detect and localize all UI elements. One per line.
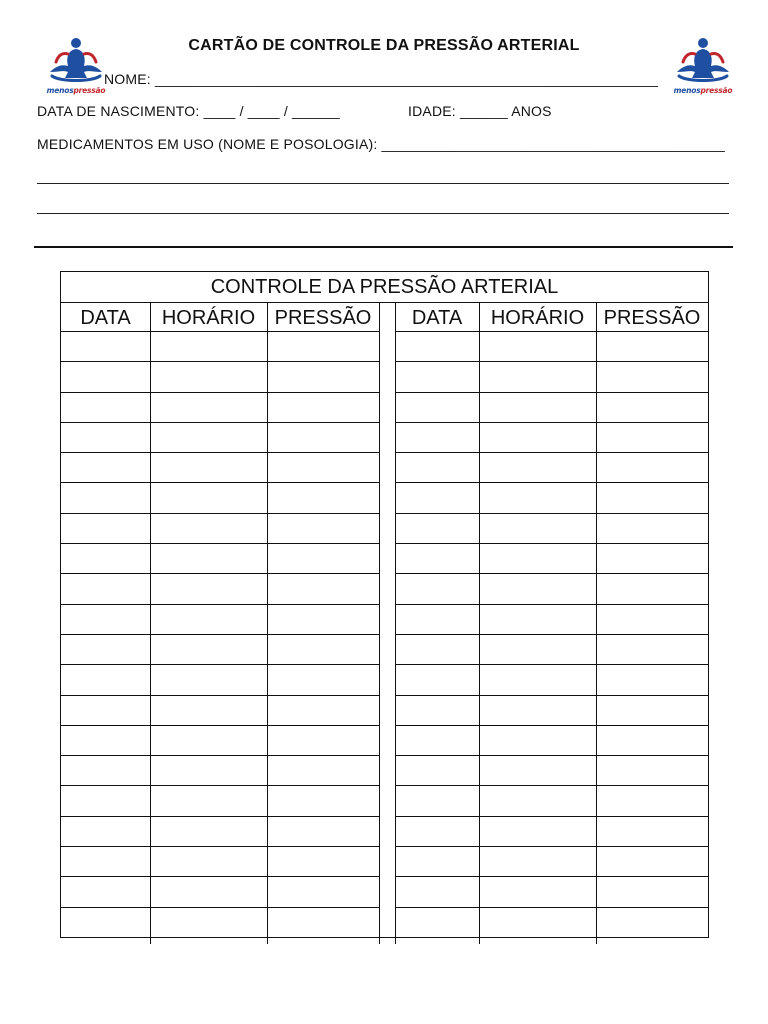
table-cell-right-date[interactable] [395,574,479,604]
table-cell-left-date[interactable] [61,847,150,877]
table-cell-right-pressure[interactable] [596,393,708,423]
table-cell-left-date[interactable] [61,756,150,786]
table-cell-right-pressure[interactable] [596,544,708,574]
table-cell-left-pressure[interactable] [267,484,379,514]
table-cell-right-date[interactable] [395,908,479,938]
table-cell-left-pressure[interactable] [267,362,379,392]
table-cell-left-time[interactable] [150,362,267,392]
table-cell-left-pressure[interactable] [267,453,379,483]
table-cell-right-date[interactable] [395,453,479,483]
table-cell-left-date[interactable] [61,574,150,604]
table-cell-right-time[interactable] [479,908,596,938]
table-cell-right-time[interactable] [479,453,596,483]
table-cell-right-date[interactable] [395,696,479,726]
table-cell-left-pressure[interactable] [267,393,379,423]
table-cell-right-pressure[interactable] [596,817,708,847]
table-cell-left-pressure[interactable] [267,332,379,362]
table-cell-left-time[interactable] [150,393,267,423]
column-header-time-left: HORÁRIO [161,307,256,329]
table-cell-left-time[interactable] [150,544,267,574]
table-cell-right-time[interactable] [479,332,596,362]
table-cell-left-pressure[interactable] [267,544,379,574]
logo-wordmark: menospressão [46,86,106,95]
table-cell-right-pressure[interactable] [596,574,708,604]
table-cell-left-date[interactable] [61,332,150,362]
table-cell-right-time[interactable] [479,817,596,847]
table-cell-right-time[interactable] [479,877,596,907]
table-cell-right-pressure[interactable] [596,908,708,938]
table-cell-right-pressure[interactable] [596,362,708,392]
table-cell-right-date[interactable] [395,817,479,847]
table-cell-right-pressure[interactable] [596,756,708,786]
table-cell-left-time[interactable] [150,696,267,726]
column-divider [379,303,380,944]
table-cell-left-pressure[interactable] [267,726,379,756]
table-cell-left-date[interactable] [61,635,150,665]
table-cell-left-time[interactable] [150,908,267,938]
table-cell-right-date[interactable] [395,665,479,695]
table-cell-left-date[interactable] [61,877,150,907]
table-cell-left-pressure[interactable] [267,635,379,665]
table-cell-left-date[interactable] [61,696,150,726]
table-cell-right-date[interactable] [395,544,479,574]
table-cell-right-date[interactable] [395,362,479,392]
table-cell-right-time[interactable] [479,514,596,544]
table-cell-left-date[interactable] [61,453,150,483]
table-cell-right-date[interactable] [395,332,479,362]
pressure-log-table [60,271,709,938]
table-cell-right-date[interactable] [395,514,479,544]
table-cell-right-time[interactable] [479,605,596,635]
table-cell-right-pressure[interactable] [596,423,708,453]
table-cell-left-date[interactable] [61,423,150,453]
table-cell-right-date[interactable] [395,756,479,786]
table-cell-left-date[interactable] [61,787,150,817]
table-cell-right-date[interactable] [395,877,479,907]
table-cell-right-time[interactable] [479,756,596,786]
header-divider [34,246,733,248]
table-cell-right-time[interactable] [479,393,596,423]
table-cell-left-time[interactable] [150,605,267,635]
table-cell-left-date[interactable] [61,393,150,423]
table-cell-right-date[interactable] [395,605,479,635]
table-cell-right-date[interactable] [395,726,479,756]
table-cell-right-pressure[interactable] [596,726,708,756]
table-cell-right-pressure[interactable] [596,847,708,877]
table-cell-left-date[interactable] [61,484,150,514]
name-field[interactable]: NOME: _______________________________________________________________ [104,71,659,87]
table-cell-left-time[interactable] [150,332,267,362]
table-cell-left-pressure[interactable] [267,908,379,938]
column-header-pressure-right: PRESSÃO [603,307,701,329]
table-cell-left-date[interactable] [61,362,150,392]
table-cell-left-date[interactable] [61,514,150,544]
table-cell-left-time[interactable] [150,877,267,907]
table-cell-left-time[interactable] [150,574,267,604]
table-cell-right-time[interactable] [479,574,596,604]
column-header-date-right: DATA [411,307,463,329]
table-cell-right-time[interactable] [479,362,596,392]
table-cell-left-pressure[interactable] [267,847,379,877]
table-cell-right-pressure[interactable] [596,665,708,695]
table-cell-right-time[interactable] [479,726,596,756]
table-cell-left-pressure[interactable] [267,665,379,695]
table-cell-right-pressure[interactable] [596,635,708,665]
table-cell-left-time[interactable] [150,484,267,514]
page-title: CARTÃO DE CONTROLE DA PRESSÃO ARTERIAL [188,37,580,54]
table-cell-left-time[interactable] [150,847,267,877]
table-cell-right-date[interactable] [395,423,479,453]
table-cell-left-pressure[interactable] [267,756,379,786]
table-cell-left-date[interactable] [61,605,150,635]
table-cell-left-date[interactable] [61,908,150,938]
table-cell-right-time[interactable] [479,544,596,574]
table-cell-right-pressure[interactable] [596,696,708,726]
table-cell-left-time[interactable] [150,453,267,483]
table-cell-left-pressure[interactable] [267,574,379,604]
birthdate-field[interactable]: DATA DE NASCIMENTO: ____ / ____ / ______ [37,103,340,119]
table-cell-left-date[interactable] [61,817,150,847]
age-field[interactable]: IDADE: ______ ANOS [408,103,552,119]
table-cell-left-time[interactable] [150,817,267,847]
logo-wordmark: menospressão [673,86,733,95]
table-cell-right-time[interactable] [479,696,596,726]
table-cell-left-time[interactable] [150,665,267,695]
table-cell-right-pressure[interactable] [596,605,708,635]
table-cell-left-date[interactable] [61,726,150,756]
table-title: CONTROLE DA PRESSÃO ARTERIAL [61,272,708,303]
medications-line-2[interactable] [37,213,729,214]
table-cell-left-pressure[interactable] [267,787,379,817]
table-cell-right-date[interactable] [395,393,479,423]
column-header-date-left: DATA [80,307,131,329]
table-cell-left-pressure[interactable] [267,817,379,847]
table-cell-right-time[interactable] [479,635,596,665]
table-cell-left-time[interactable] [150,423,267,453]
table-cell-right-time[interactable] [479,665,596,695]
table-cell-left-time[interactable] [150,756,267,786]
table-cell-right-time[interactable] [479,423,596,453]
table-cell-left-pressure[interactable] [267,696,379,726]
table-cell-right-pressure[interactable] [596,877,708,907]
table-cell-right-date[interactable] [395,484,479,514]
table-cell-right-time[interactable] [479,484,596,514]
column-header-pressure-left: PRESSÃO [274,307,372,329]
table-cell-left-time[interactable] [150,787,267,817]
table-cell-right-date[interactable] [395,635,479,665]
table-cell-right-time[interactable] [479,847,596,877]
table-cell-right-pressure[interactable] [596,787,708,817]
medications-line-1[interactable] [37,183,729,184]
table-cell-left-time[interactable] [150,635,267,665]
table-cell-right-pressure[interactable] [596,514,708,544]
table-cell-left-pressure[interactable] [267,605,379,635]
table-cell-left-time[interactable] [150,514,267,544]
table-cell-left-date[interactable] [61,665,150,695]
table-cell-left-date[interactable] [61,544,150,574]
table-cell-left-time[interactable] [150,726,267,756]
table-cell-right-date[interactable] [395,847,479,877]
table-cell-right-pressure[interactable] [596,484,708,514]
column-header-time-right: HORÁRIO [490,307,585,329]
table-cell-left-pressure[interactable] [267,514,379,544]
table-cell-left-pressure[interactable] [267,877,379,907]
table-cell-left-pressure[interactable] [267,423,379,453]
table-cell-right-pressure[interactable] [596,332,708,362]
table-cell-right-pressure[interactable] [596,453,708,483]
table-cell-right-date[interactable] [395,787,479,817]
table-cell-right-time[interactable] [479,787,596,817]
medications-field[interactable]: MEDICAMENTOS EM USO (NOME E POSOLOGIA): ___________________________________________ [37,136,725,152]
